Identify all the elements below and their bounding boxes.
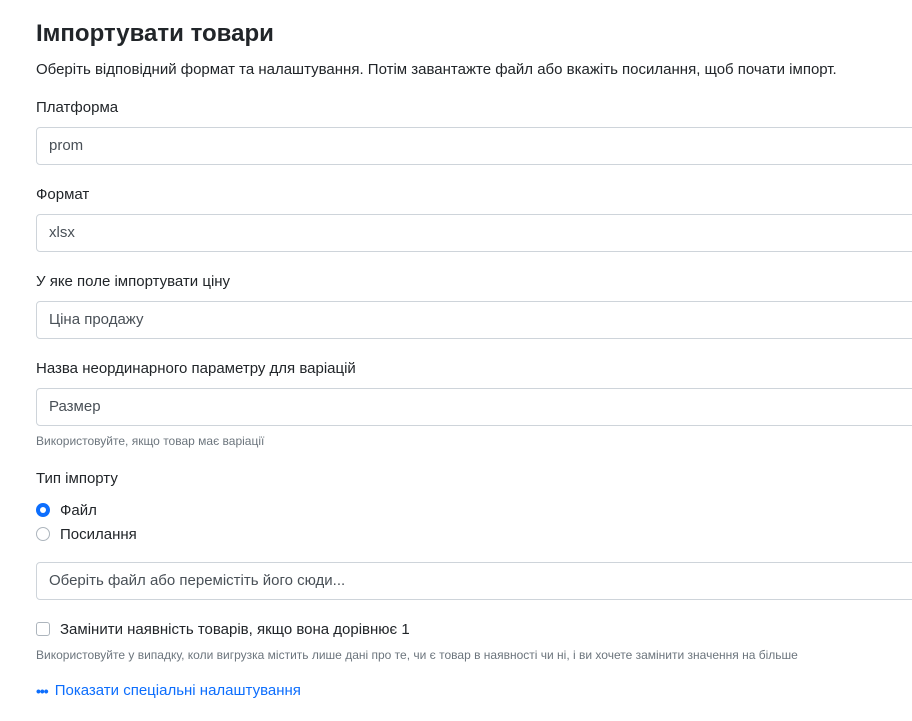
radio-file[interactable] [36, 503, 50, 517]
variation-param-help: Використовуйте, якщо товар має варіації [36, 434, 265, 448]
radio-link[interactable] [36, 527, 50, 541]
replace-availability-label: Замінити наявність товарів, якщо вона дорівнює 1 [60, 620, 410, 638]
import-type-label: Тип імпорту [36, 470, 118, 487]
import-type-link-option[interactable] [36, 524, 137, 544]
more-dots-icon: ••• [36, 682, 48, 699]
radio-file-label: Файл [60, 501, 97, 519]
replace-availability-checkbox[interactable] [36, 622, 50, 636]
price-field-select[interactable]: Ціна продажу [36, 301, 912, 339]
format-label: Формат [36, 186, 90, 203]
variation-param-label: Назва неординарного параметру для варіацій [36, 360, 356, 377]
replace-availability-help: Використовуйте у випадку, коли вигрузка містить лише дані про те, чи є товар в наявності чи ні, і ви хочете замінити значення на більше [36, 648, 798, 662]
show-advanced-settings-link[interactable] [36, 682, 301, 699]
platform-label: Платформа [36, 99, 119, 116]
page-subtitle: Оберіть відповідний формат та налаштування. Потім завантажте файл або вкажіть посилання, щоб почати імпорт. [36, 61, 837, 78]
price-field-label: У яке поле імпортувати ціну [36, 273, 231, 290]
file-input[interactable]: Оберіть файл або перемістіть його сюди... [36, 562, 912, 600]
replace-availability-option[interactable] [36, 619, 410, 639]
platform-select[interactable]: prom [36, 127, 912, 165]
import-type-file-option[interactable] [36, 500, 97, 520]
format-select[interactable]: xlsx [36, 214, 912, 252]
variation-param-input[interactable]: Размер [36, 388, 912, 426]
radio-link-label: Посилання [60, 525, 137, 543]
show-advanced-settings-label: Показати спеціальні налаштування [54, 682, 301, 699]
page-title: Імпортувати товари [36, 20, 274, 47]
